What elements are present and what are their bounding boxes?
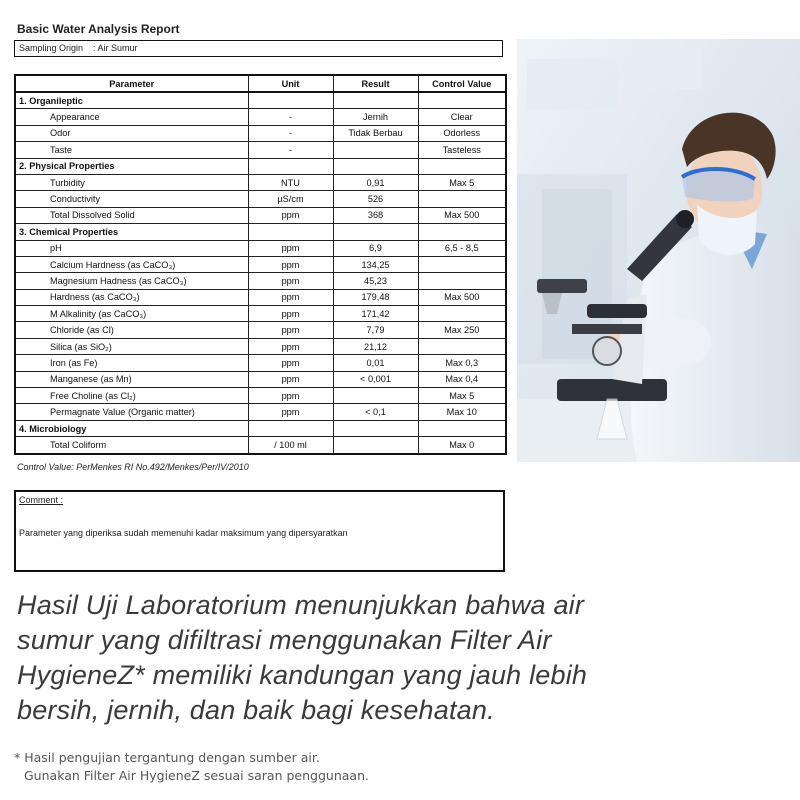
cell-parameter: Total Dissolved Solid bbox=[15, 207, 248, 223]
header-result: Result bbox=[333, 75, 418, 92]
cell-parameter: Iron (as Fe) bbox=[15, 355, 248, 371]
cell-result: 368 bbox=[333, 207, 418, 223]
cell-parameter: Total Coliform bbox=[15, 437, 248, 454]
cell-unit: NTU bbox=[248, 174, 333, 190]
table-row bbox=[15, 142, 506, 158]
origin-label: Sampling Origin bbox=[19, 43, 84, 53]
cell-parameter: Manganese (as Mn) bbox=[15, 371, 248, 387]
cell-control-value bbox=[418, 158, 506, 174]
cell-unit bbox=[248, 224, 333, 240]
lab-scientist-photo bbox=[517, 39, 800, 462]
cell-result: 179,48 bbox=[333, 289, 418, 305]
cell-parameter: pH bbox=[15, 240, 248, 256]
table-row bbox=[15, 191, 506, 207]
cell-control-value bbox=[418, 306, 506, 322]
cell-unit bbox=[248, 158, 333, 174]
cell-control-value bbox=[418, 191, 506, 207]
footnote-line-1: * Hasil pengujian tergantung dengan sumber air. bbox=[14, 750, 320, 765]
table-row bbox=[15, 437, 506, 454]
cell-parameter: Chloride (as Cl) bbox=[15, 322, 248, 338]
cell-unit: ppm bbox=[248, 371, 333, 387]
header-control-value: Control Value bbox=[418, 75, 506, 92]
headline-line: Hasil Uji Laboratorium menunjukkan bahwa air bbox=[17, 590, 585, 620]
cell-control-value: Max 500 bbox=[418, 289, 506, 305]
cell-control-value: 6,5 - 8,5 bbox=[418, 240, 506, 256]
table-row bbox=[15, 125, 506, 141]
cell-unit: ppm bbox=[248, 289, 333, 305]
cell-parameter: Odor bbox=[15, 125, 248, 141]
cell-parameter: Appearance bbox=[15, 109, 248, 125]
table-row bbox=[15, 388, 506, 404]
cell-unit: ppm bbox=[248, 273, 333, 289]
cell-control-value: Max 500 bbox=[418, 207, 506, 223]
cell-result bbox=[333, 92, 418, 109]
control-value-note: Control Value: PerMenkes RI No.492/Menkes/Per/IV/2010 bbox=[17, 462, 249, 472]
cell-unit: - bbox=[248, 142, 333, 158]
cell-control-value: Max 250 bbox=[418, 322, 506, 338]
table-row bbox=[15, 207, 506, 223]
cell-control-value: Max 10 bbox=[418, 404, 506, 420]
sampling-origin bbox=[14, 40, 503, 57]
cell-control-value: Max 0 bbox=[418, 437, 506, 454]
header-unit: Unit bbox=[248, 75, 333, 92]
cell-result: Jernih bbox=[333, 109, 418, 125]
table-section-row bbox=[15, 420, 506, 436]
table-body bbox=[15, 92, 506, 454]
cell-result bbox=[333, 420, 418, 436]
cell-control-value: Odorless bbox=[418, 125, 506, 141]
cell-parameter: 2. Physical Properties bbox=[15, 158, 248, 174]
cell-parameter: Magnesium Hadness (as CaCO₃) bbox=[15, 273, 248, 289]
cell-control-value bbox=[418, 338, 506, 354]
table-header-row bbox=[15, 75, 506, 92]
cell-result: < 0,001 bbox=[333, 371, 418, 387]
cell-control-value: Max 0,4 bbox=[418, 371, 506, 387]
table-row bbox=[15, 355, 506, 371]
cell-control-value: Max 5 bbox=[418, 388, 506, 404]
cell-result: 0,01 bbox=[333, 355, 418, 371]
cell-result bbox=[333, 388, 418, 404]
cell-result bbox=[333, 224, 418, 240]
cell-control-value: Clear bbox=[418, 109, 506, 125]
cell-unit: ppm bbox=[248, 404, 333, 420]
cell-control-value: Max 5 bbox=[418, 174, 506, 190]
headline bbox=[17, 588, 797, 728]
table-row bbox=[15, 240, 506, 256]
table-section-row bbox=[15, 158, 506, 174]
table-row bbox=[15, 273, 506, 289]
cell-result: < 0,1 bbox=[333, 404, 418, 420]
comment-label: Comment : bbox=[19, 495, 64, 505]
comment-box bbox=[14, 490, 505, 572]
cell-control-value bbox=[418, 224, 506, 240]
table-row bbox=[15, 338, 506, 354]
table-row bbox=[15, 322, 506, 338]
cell-control-value bbox=[418, 256, 506, 272]
cell-unit: ppm bbox=[248, 355, 333, 371]
table-row bbox=[15, 109, 506, 125]
cell-control-value: Max 0,3 bbox=[418, 355, 506, 371]
cell-parameter: Taste bbox=[15, 142, 248, 158]
cell-unit: ppm bbox=[248, 207, 333, 223]
cell-result: 171,42 bbox=[333, 306, 418, 322]
cell-result: 526 bbox=[333, 191, 418, 207]
table-section-row bbox=[15, 92, 506, 109]
footnote-line-2: Gunakan Filter Air HygieneZ sesuai saran penggunaan. bbox=[24, 768, 369, 783]
cell-control-value: Tasteless bbox=[418, 142, 506, 158]
cell-parameter: 4. Microbiology bbox=[15, 420, 248, 436]
cell-result: 21,12 bbox=[333, 338, 418, 354]
cell-control-value bbox=[418, 420, 506, 436]
headline-line: sumur yang difiltrasi menggunakan Filter Air bbox=[17, 625, 552, 655]
cell-parameter: Conductivity bbox=[15, 191, 248, 207]
origin-value: : Air Sumur bbox=[93, 43, 138, 53]
cell-result: 45,23 bbox=[333, 273, 418, 289]
cell-result bbox=[333, 437, 418, 454]
table-section-row bbox=[15, 224, 506, 240]
cell-unit: ppm bbox=[248, 256, 333, 272]
cell-unit: - bbox=[248, 109, 333, 125]
cell-parameter: Hardness (as CaCO₃) bbox=[15, 289, 248, 305]
table-row bbox=[15, 174, 506, 190]
analysis-table bbox=[14, 74, 507, 455]
cell-unit: / 100 ml bbox=[248, 437, 333, 454]
cell-parameter: Calcium Hardness (as CaCO₃) bbox=[15, 256, 248, 272]
cell-unit bbox=[248, 420, 333, 436]
cell-unit: ppm bbox=[248, 322, 333, 338]
cell-result: 7,79 bbox=[333, 322, 418, 338]
cell-result: Tidak Berbau bbox=[333, 125, 418, 141]
cell-parameter: M Alkalinity (as CaCO₃) bbox=[15, 306, 248, 322]
cell-unit: µS/cm bbox=[248, 191, 333, 207]
footnote bbox=[14, 749, 369, 785]
cell-result: 0,91 bbox=[333, 174, 418, 190]
cell-result bbox=[333, 142, 418, 158]
table-row bbox=[15, 306, 506, 322]
cell-control-value bbox=[418, 273, 506, 289]
table-row bbox=[15, 404, 506, 420]
table-row bbox=[15, 371, 506, 387]
cell-parameter: 3. Chemical Properties bbox=[15, 224, 248, 240]
cell-parameter: Free Choline (as Cl₂) bbox=[15, 388, 248, 404]
report-title: Basic Water Analysis Report bbox=[17, 22, 180, 36]
cell-unit: ppm bbox=[248, 338, 333, 354]
cell-unit bbox=[248, 92, 333, 109]
cell-unit: ppm bbox=[248, 388, 333, 404]
cell-result: 6,9 bbox=[333, 240, 418, 256]
comment-text: Parameter yang diperiksa sudah memenuhi kadar maksimum yang dipersyaratkan bbox=[19, 528, 348, 538]
cell-parameter: 1. Organileptic bbox=[15, 92, 248, 109]
cell-parameter: Silica (as SiO₂) bbox=[15, 338, 248, 354]
cell-unit: - bbox=[248, 125, 333, 141]
cell-parameter: Permagnate Value (Organic matter) bbox=[15, 404, 248, 420]
cell-result bbox=[333, 158, 418, 174]
cell-control-value bbox=[418, 92, 506, 109]
table-row bbox=[15, 256, 506, 272]
header-parameter: Parameter bbox=[15, 75, 248, 92]
cell-parameter: Turbidity bbox=[15, 174, 248, 190]
cell-unit: ppm bbox=[248, 240, 333, 256]
headline-line: HygieneZ* memiliki kandungan yang jauh lebih bbox=[17, 660, 588, 690]
cell-unit: ppm bbox=[248, 306, 333, 322]
headline-line: bersih, jernih, dan baik bagi kesehatan. bbox=[17, 695, 495, 725]
cell-result: 134,25 bbox=[333, 256, 418, 272]
table-row bbox=[15, 289, 506, 305]
